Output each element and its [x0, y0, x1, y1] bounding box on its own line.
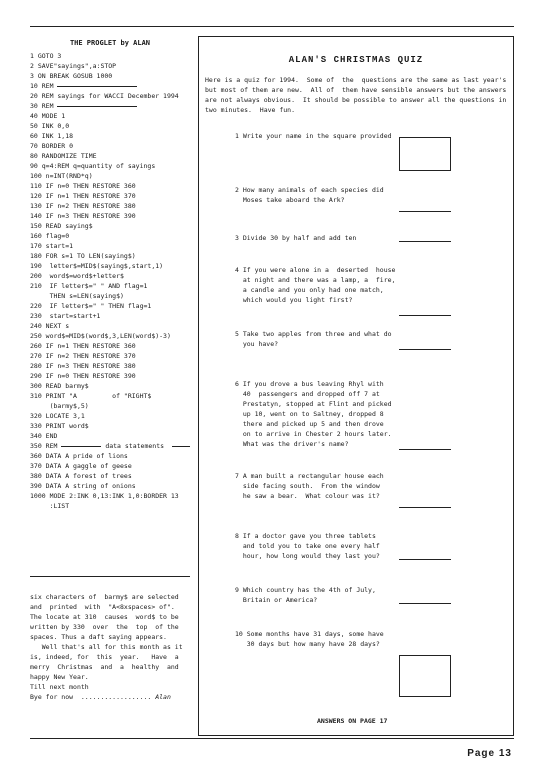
question-line: and told you to take one every half	[235, 542, 380, 550]
quiz-question	[235, 185, 405, 205]
quiz-question	[235, 329, 405, 349]
code-line: 270 IF n=2 THEN RESTORE 370	[30, 353, 136, 360]
proglet-column	[30, 39, 190, 701]
description-line: Till next month	[30, 683, 89, 691]
code-line: 1000 MODE 2:INK 0,13:INK 1,0:BORDER 13	[30, 493, 179, 500]
page-number: Page 13	[467, 748, 512, 759]
description-line: Well that's all for this month as it	[30, 643, 183, 651]
proglet-title: THE PROGLET by ALAN	[69, 39, 151, 47]
code-line: 170 start=1	[30, 243, 74, 250]
quiz-question	[235, 233, 405, 243]
answer-line[interactable]	[399, 241, 451, 242]
code-line: 3 ON BREAK GOSUB 1000	[30, 73, 113, 80]
description-line: merry Christmas and a healthy and	[30, 663, 179, 671]
code-line: 290 IF n=0 THEN RESTORE 390	[30, 373, 136, 380]
quiz-question	[235, 629, 405, 649]
question-line: 2 How many animals of each species did	[235, 186, 384, 194]
code-line: 330 PRINT word$	[30, 423, 89, 430]
answer-line[interactable]	[399, 559, 451, 560]
intro-line: two minutes. Have fun.	[205, 106, 296, 114]
code-line: 90 q=4:REM q=quantity of sayings	[30, 163, 156, 170]
description-line: happy New Year.	[30, 673, 89, 681]
question-line: Britain or America?	[235, 596, 318, 604]
final-answer-box[interactable]	[399, 655, 451, 697]
code-line: 120 IF n=1 THEN RESTORE 370	[30, 193, 136, 200]
code-line: 380 DATA A forest of trees	[30, 473, 132, 480]
question-line: Moses take aboard the Ark?	[235, 196, 345, 204]
code-line: 2 SAVE"sayings",a:STOP	[30, 63, 117, 70]
code-line: 320 LOCATE 3,1	[30, 413, 85, 420]
code-line: 350 REM data statements	[30, 443, 190, 453]
intro-line: but most of them are new. All of them have sensible answers but the answers	[205, 86, 507, 94]
code-line: 220 IF letter$=" " THEN flag=1	[30, 303, 152, 310]
top-rule	[30, 26, 514, 27]
code-line: 150 READ saying$	[30, 223, 93, 230]
code-line: 130 IF n=2 THEN RESTORE 380	[30, 203, 136, 210]
code-line: 300 READ barmy$	[30, 383, 89, 390]
code-line: 210 IF letter$=" " AND flag=1	[30, 283, 148, 290]
question-line: 4 If you were alone in a deserted house	[235, 266, 396, 274]
answers-note: ANSWERS ON PAGE 17	[317, 717, 388, 725]
answer-line[interactable]	[399, 315, 451, 316]
description-line: The locate at 310 causes word$ to be	[30, 613, 179, 621]
code-line: 250 word$=MID$(word$,3,LEN(word$)-3)	[30, 333, 171, 340]
quiz-question	[235, 471, 405, 501]
code-line: 260 IF n=1 THEN RESTORE 360	[30, 343, 136, 350]
question-line: there and picked up 5 and then drove	[235, 420, 384, 428]
code-line: 50 INK 0,0	[30, 123, 70, 130]
code-line: 70 BORDER 0	[30, 143, 74, 150]
listing-end-rule	[30, 576, 190, 577]
basic-listing	[30, 53, 190, 513]
signature: Alan	[155, 693, 171, 701]
answer-line[interactable]	[399, 349, 451, 350]
code-line: 280 IF n=3 THEN RESTORE 380	[30, 363, 136, 370]
answer-line[interactable]	[399, 211, 451, 212]
question-line: up 10, went on to Saltney, dropped 8	[235, 410, 384, 418]
question-line: 30 days but how many have 28 days?	[235, 640, 380, 648]
question-line: 5 Take two apples from three and what do	[235, 330, 392, 338]
code-line: (barmy$,5)	[30, 403, 89, 410]
quiz-intro	[205, 75, 509, 115]
question-line: What was the driver's name?	[235, 440, 349, 448]
code-line: 200 word$=word$+letter$	[30, 273, 124, 280]
code-line: 310 PRINT "A of "RIGHT$	[30, 393, 152, 400]
question-line: 7 A man built a rectangular house each	[235, 472, 384, 480]
quiz-question	[235, 585, 405, 605]
code-line: 180 FOR s=1 TO LEN(saying$)	[30, 253, 136, 260]
quiz-title: ALAN'S CHRISTMAS QUIZ	[288, 55, 424, 65]
code-line: 390 DATA A string of onions	[30, 483, 136, 490]
quiz-question	[235, 379, 405, 449]
question-line: 9 Which country has the 4th of July,	[235, 586, 376, 594]
code-line: 20 REM sayings for WACCI December 1994	[30, 93, 179, 100]
proglet-description	[30, 592, 190, 702]
rem-rule	[57, 106, 137, 107]
code-line: 240 NEXT s	[30, 323, 70, 330]
quiz-box	[198, 36, 514, 736]
code-line: 1 GOTO 3	[30, 53, 62, 60]
rem-rule	[172, 446, 190, 447]
code-line: 60 INK 1,18	[30, 133, 74, 140]
code-line: 340 END	[30, 433, 58, 440]
question-line: on to arrive in Chester 2 hours later.	[235, 430, 392, 438]
signoff-line: Bye for now .................. Alan	[30, 693, 171, 701]
description-line: written by 330 over the top of the	[30, 623, 179, 631]
intro-line: Here is a quiz for 1994. Some of the questions are the same as last year's	[205, 76, 507, 84]
intro-line: are not always obvious. It should be possible to answer all the questions in	[205, 96, 507, 104]
question-line: 6 If you drove a bus leaving Rhyl with	[235, 380, 384, 388]
code-line: 30 REM	[30, 103, 190, 113]
question-line: 1 Write your name in the square provided	[235, 132, 392, 140]
code-line: 140 IF n=3 THEN RESTORE 390	[30, 213, 136, 220]
question-line: which would you light first?	[235, 296, 353, 304]
code-line: THEN s=LEN(saying$)	[30, 293, 124, 300]
description-line: spaces. Thus a daft saying appears.	[30, 633, 167, 641]
rem-rule	[57, 86, 137, 87]
description-line: and printed with "A<8xspaces> of".	[30, 603, 175, 611]
answer-line[interactable]	[399, 603, 451, 604]
code-line: 230 start=start+1	[30, 313, 101, 320]
code-line: 160 flag=0	[30, 233, 70, 240]
description-line: six characters of barmy$ are selected	[30, 593, 179, 601]
code-line: 110 IF n=0 THEN RESTORE 360	[30, 183, 136, 190]
bottom-rule	[30, 738, 514, 739]
quiz-question	[235, 131, 405, 141]
code-line: 100 n=INT(RND*q)	[30, 173, 93, 180]
name-answer-box[interactable]	[399, 137, 451, 171]
code-line: 10 REM	[30, 83, 190, 93]
code-line: 190 letter$=MID$(saying$,start,1)	[30, 263, 164, 270]
description-line: is, indeed, for this year. Have a	[30, 653, 179, 661]
question-line: at night and there was a lamp, a fire,	[235, 276, 396, 284]
question-line: you have?	[235, 340, 279, 348]
question-line: 3 Divide 30 by half and add ten	[235, 234, 357, 242]
question-line: 40 passengers and dropped off 7 at	[235, 390, 380, 398]
question-line: 10 Some months have 31 days, some have	[235, 630, 384, 638]
code-line: 360 DATA A pride of lions	[30, 453, 128, 460]
question-line: he saw a bear. What colour was it?	[235, 492, 380, 500]
answer-line[interactable]	[399, 507, 451, 508]
code-line: 370 DATA A gaggle of geese	[30, 463, 132, 470]
code-line: 80 RANDOMIZE TIME	[30, 153, 97, 160]
question-line: side facing south. From the window	[235, 482, 380, 490]
quiz-question	[235, 265, 405, 305]
quiz-question	[235, 531, 405, 561]
answer-line[interactable]	[399, 449, 451, 450]
code-line: 40 MODE 1	[30, 113, 66, 120]
question-line: hour, how long would they last you?	[235, 552, 380, 560]
question-line: a candle and you only had one match,	[235, 286, 384, 294]
rem-rule	[61, 446, 101, 447]
code-line: :LIST	[30, 503, 70, 510]
question-line: 8 If a doctor gave you three tablets	[235, 532, 376, 540]
question-line: Prestatyn, stopped at Flint and picked	[235, 400, 392, 408]
